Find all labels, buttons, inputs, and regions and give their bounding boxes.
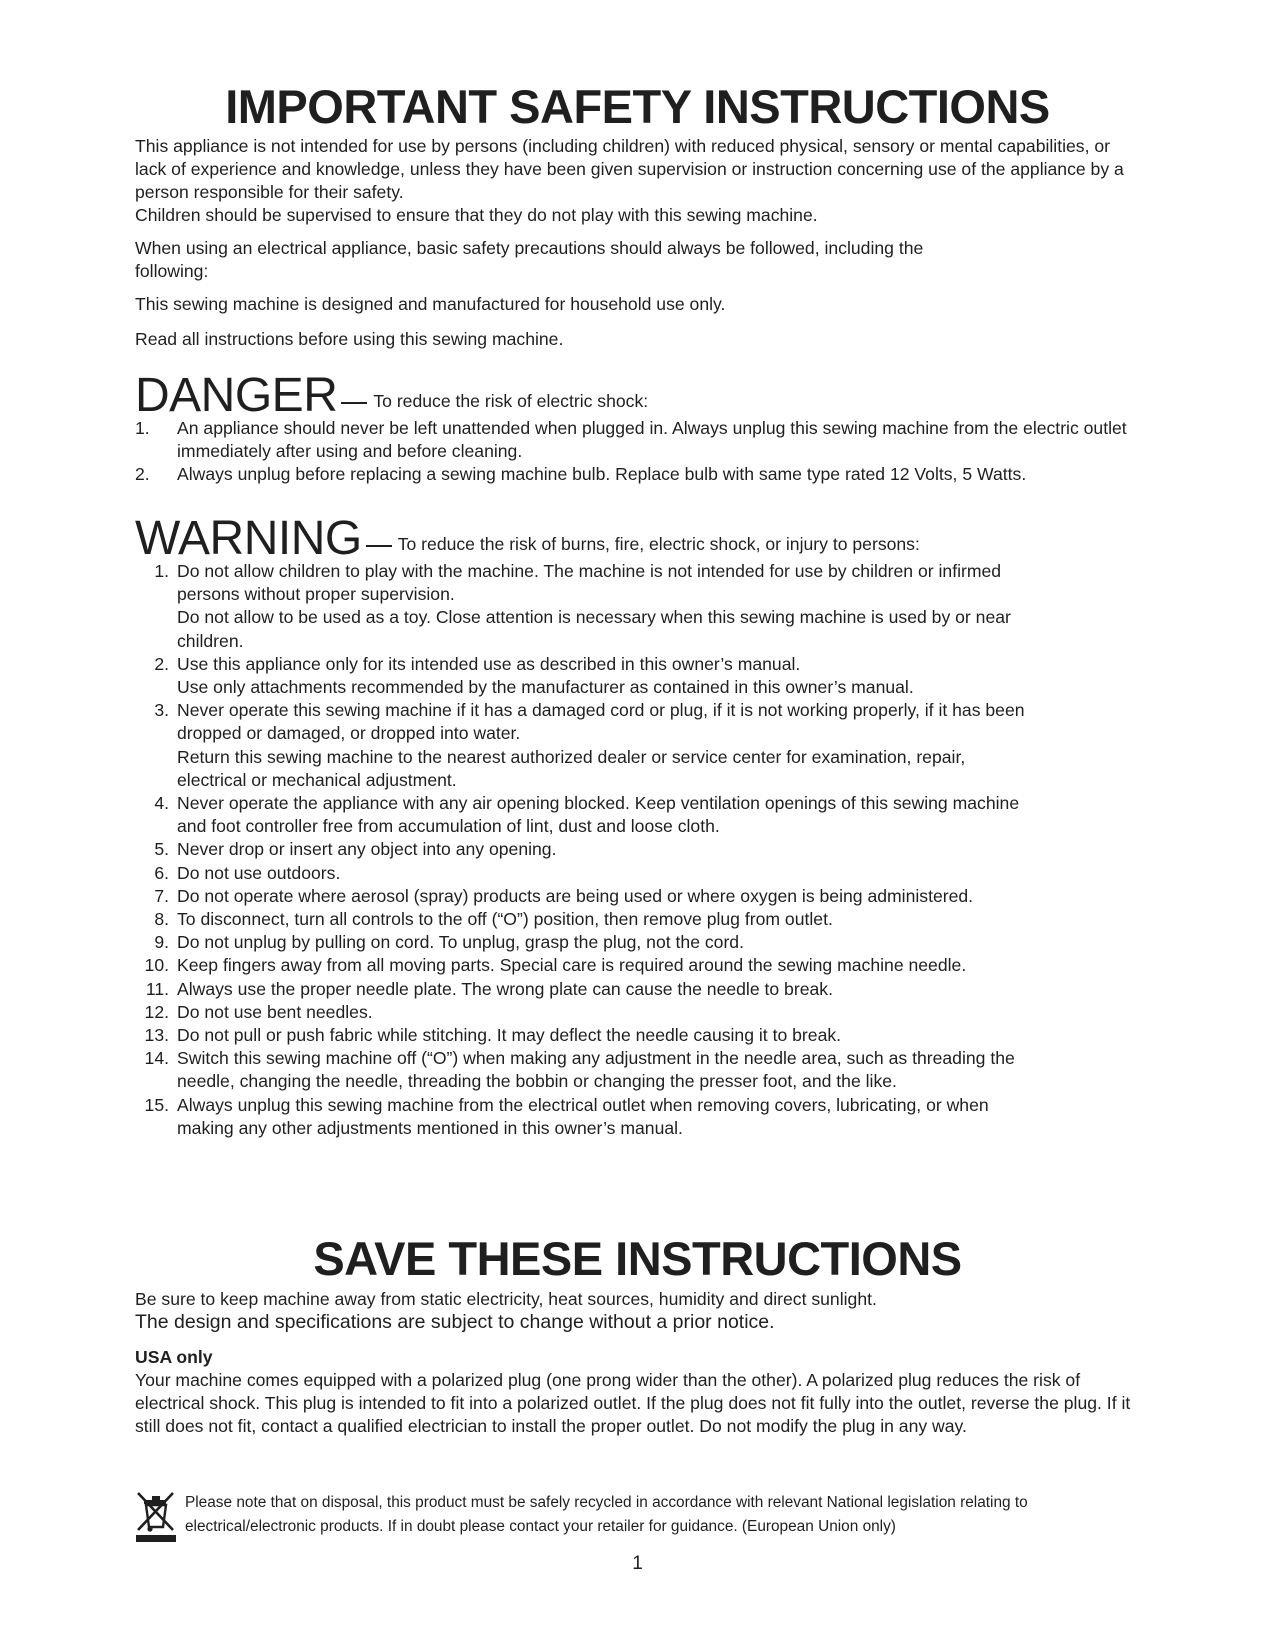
- warning-heading-line: [135, 512, 920, 566]
- heading-dash: [341, 402, 367, 405]
- item-number: 2.: [154, 653, 169, 674]
- item-text: Do not operate where aerosol (spray) products are being used or where oxygen is being administered.: [177, 885, 974, 906]
- note-static-electricity: Be sure to keep machine away from static electricity, heat sources, humidity and direct sunlight.: [135, 1289, 877, 1309]
- warning-item-5: [135, 838, 1035, 861]
- crossed-out-wheelie-bin-icon: [135, 1490, 177, 1542]
- warning-item-3: [135, 699, 1035, 792]
- item-text: Do not pull or push fabric while stitching. It may deflect the needle causing it to break.: [177, 1025, 842, 1046]
- item-text: Never operate this sewing machine if it has a damaged cord or plug, if it is not working properly, if it has been dropped or damaged, or dropped into water.: [177, 700, 1025, 744]
- item-text: To disconnect, turn all controls to the off (“O”) position, then remove plug from outlet.: [177, 909, 833, 930]
- item-text: Return this sewing machine to the nearest authorized dealer or service center for examination, repair, electrical or mechanical adjustment.: [177, 746, 966, 790]
- save-instructions-title: SAVE THESE INSTRUCTIONS: [313, 1232, 962, 1285]
- item-number: 1.: [154, 561, 169, 581]
- intro-paragraph-3: When using an electrical appliance, basic safety precautions should always be followed, including the following:: [135, 238, 924, 282]
- item-number: 15.: [144, 1094, 169, 1115]
- item-text: Use only attachments recommended by the manufacturer as contained in this owner’s manual.: [177, 677, 914, 698]
- warning-item-2: [135, 653, 1035, 699]
- danger-item-2: [135, 463, 1145, 486]
- item-text: Keep fingers away from all moving parts. Special care is required around the sewing machine needle.: [177, 955, 967, 976]
- usa-only-heading: USA only: [135, 1347, 213, 1367]
- item-text: An appliance should never be left unattended when plugged in. Always unplug this sewing machine from the electric outlet immediately after using and before cleaning.: [177, 418, 1127, 462]
- heading-dash: [366, 545, 392, 548]
- warning-list: [135, 560, 1035, 1140]
- item-text: Do not allow children to play with the machine. The machine is not intended for use by children or infirmed persons without proper supervision.: [177, 561, 1002, 605]
- intro-paragraph-2: Children should be supervised to ensure that they do not play with this sewing machine.: [135, 205, 818, 225]
- page-number: 1: [632, 1553, 643, 1574]
- item-text: Always use the proper needle plate. The wrong plate can cause the needle to break.: [177, 978, 833, 999]
- item-number: 1.: [135, 418, 150, 438]
- warning-item-9: [135, 931, 1035, 954]
- warning-item-14: [135, 1047, 1035, 1093]
- warning-item-4: [135, 792, 1035, 838]
- warning-item-10: [135, 954, 1035, 977]
- item-text: Never operate the appliance with any air opening blocked. Keep ventilation openings of this sewing machine and foot controller free from accumulation of lint, dust and loose cloth.: [177, 793, 1020, 837]
- item-text: Always unplug before replacing a sewing machine bulb. Replace bulb with same type rated 12 Volts, 5 Watts.: [177, 464, 1027, 485]
- item-number: 13.: [144, 1025, 169, 1046]
- note-specifications: The design and specifications are subject to change without a prior notice.: [135, 1311, 775, 1333]
- warning-item-11: [135, 978, 1035, 1001]
- item-text: Do not use bent needles.: [177, 1001, 373, 1022]
- intro-paragraph-4: This sewing machine is designed and manufactured for household use only.: [135, 294, 726, 314]
- item-number: 7.: [154, 885, 169, 906]
- danger-item-1: [135, 417, 1145, 463]
- item-text: Do not unplug by pulling on cord. To unplug, grasp the plug, not the cord.: [177, 932, 744, 953]
- warning-item-12: [135, 1001, 1035, 1024]
- warning-item-6: [135, 862, 1035, 885]
- item-text: Always unplug this sewing machine from the electrical outlet when removing covers, lubricating, or when making any other adjustments mentioned in this owner’s manual.: [177, 1094, 989, 1138]
- warning-item-1: [135, 560, 1035, 653]
- intro-paragraph-1: This appliance is not intended for use by persons (including children) with reduced physical, sensory or mental capabilities, or lack of experience and knowledge, unless they have been given supervision or instruction concerning use of the appliance by a person responsible for their safety.: [135, 136, 1124, 203]
- danger-heading: DANGER: [135, 369, 338, 422]
- intro-paragraph-5: Read all instructions before using this sewing machine.: [135, 329, 564, 349]
- item-text: Do not use outdoors.: [177, 862, 341, 883]
- item-text: Never drop or insert any object into any opening.: [177, 839, 557, 860]
- warning-item-15: [135, 1094, 1035, 1140]
- item-number: 11.: [145, 978, 169, 999]
- warning-item-7: [135, 885, 1035, 908]
- item-number: 5.: [154, 839, 169, 860]
- item-number: 8.: [154, 909, 169, 930]
- danger-heading-line: [135, 369, 648, 423]
- item-number: 4.: [154, 793, 169, 814]
- item-number: 3.: [154, 700, 169, 721]
- item-text: Use this appliance only for its intended use as described in this owner’s manual.: [177, 653, 801, 674]
- item-number: 10.: [144, 955, 169, 976]
- usa-only-text: Your machine comes equipped with a polarized plug (one prong wider than the other). A polarized plug reduces the risk of electrical shock. This plug is intended to fit into a polarized outlet. If the plug does not fit fully into the outlet, reverse the plug. If it still does not fit, contact a qualified electrician to install the proper outlet. Do not modify the plug in any way.: [135, 1370, 1131, 1437]
- page-title: IMPORTANT SAFETY INSTRUCTIONS: [225, 80, 1050, 133]
- item-text: Switch this sewing machine off (“O”) when making any adjustment in the needle area, such as threading the needle, changing the needle, threading the bobbin or changing the presser foot, and the like.: [177, 1048, 1015, 1092]
- danger-list: [135, 417, 1145, 487]
- disposal-notice: Please note that on disposal, this product must be safely recycled in accordance with relevant National legislation relating to electrical/electronic products. If in doubt please contact your retailer for guidance. (European Union only): [185, 1494, 1028, 1535]
- item-number: 12.: [144, 1001, 169, 1022]
- item-number: 2.: [135, 464, 150, 485]
- danger-subheading: To reduce the risk of electric shock:: [373, 391, 649, 411]
- item-number: 9.: [154, 932, 169, 953]
- warning-heading: WARNING: [135, 512, 362, 565]
- warning-subheading: To reduce the risk of burns, fire, electric shock, or injury to persons:: [397, 534, 920, 554]
- item-number: 6.: [154, 862, 169, 883]
- warning-item-8: [135, 908, 1035, 931]
- item-text: Do not allow to be used as a toy. Close attention is necessary when this sewing machine is used by or near children.: [177, 607, 1011, 651]
- item-number: 14.: [144, 1048, 169, 1069]
- warning-item-13: [135, 1024, 1035, 1047]
